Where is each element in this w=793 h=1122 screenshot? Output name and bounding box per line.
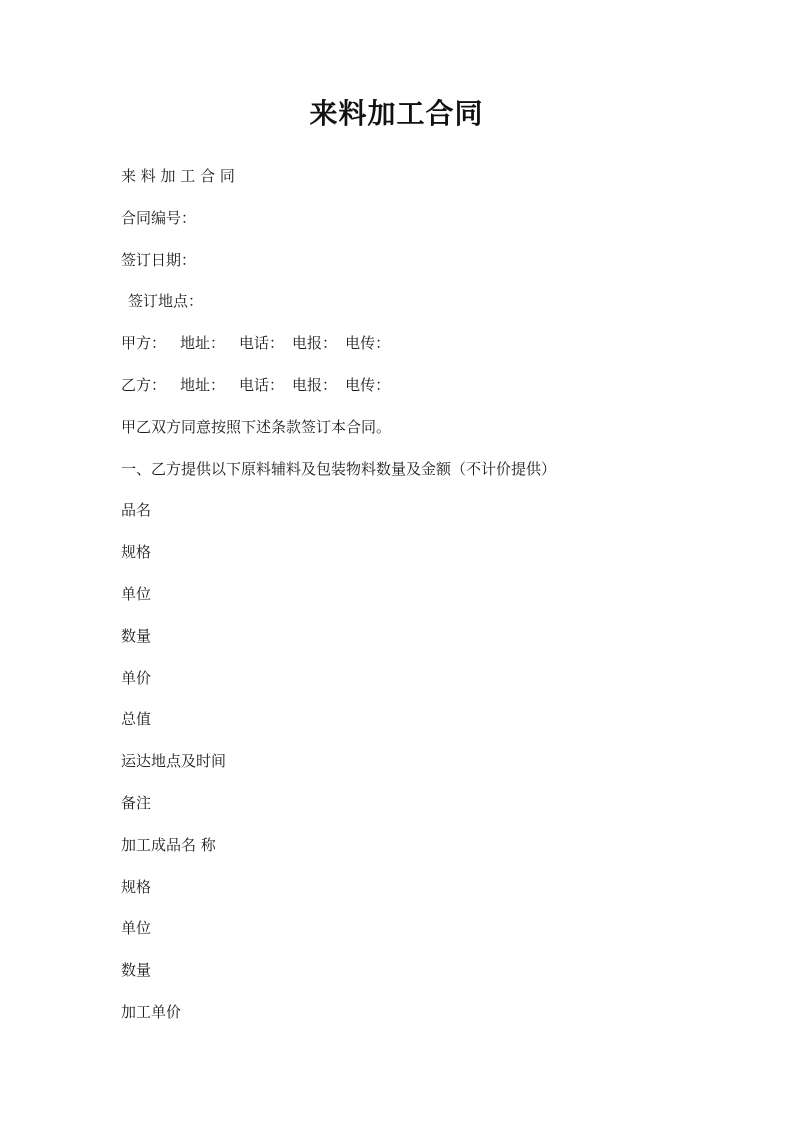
party-b-phone-label: 电话： [239,375,285,394]
party-b-address-label: 地址： [180,375,226,394]
sign-place-label: 签订地点： [128,292,204,311]
party-b-line [121,373,681,415]
party-b-telegram-label: 电报： [292,375,338,394]
material-field-delivery: 运达地点及时间 [121,752,227,771]
product-field-spec: 规格 [121,877,152,896]
contract-subtitle: 来 料 加 工 合 同 [121,167,235,185]
document-title: 来料加工合同 [309,97,484,130]
section-1-heading: 一、乙方提供以下原料辅料及包装物料数量及金额（不计价提供） [121,459,557,478]
party-b-fax-label: 电传： [345,375,391,394]
material-field-unit-price: 单价 [121,668,152,687]
product-field-quantity: 数量 [121,961,152,980]
party-a-telegram-label: 电报： [292,334,338,353]
party-a-phone-label: 电话： [239,334,285,353]
product-field-processing-price: 加工单价 [121,1002,182,1021]
document-body [121,164,681,1042]
material-field-name: 品名 [121,501,152,520]
product-field-unit: 单位 [121,919,152,938]
material-field-unit: 单位 [121,584,152,603]
agreement-sentence: 甲乙双方同意按照下述条款签订本合同。 [121,417,392,436]
material-field-remarks: 备注 [121,793,152,812]
material-field-spec: 规格 [121,543,152,562]
party-a-line [121,331,681,373]
sign-date-label: 签订日期： [121,250,197,269]
party-a-address-label: 地址： [180,334,226,353]
product-field-name: 加工成品名 称 [121,835,216,854]
party-b-label: 乙方： [121,375,167,394]
party-a-label: 甲方： [121,334,167,353]
material-field-total: 总值 [121,710,152,729]
contract-number-label: 合同编号： [121,208,197,227]
party-a-fax-label: 电传： [345,334,391,353]
material-field-quantity: 数量 [121,626,152,645]
